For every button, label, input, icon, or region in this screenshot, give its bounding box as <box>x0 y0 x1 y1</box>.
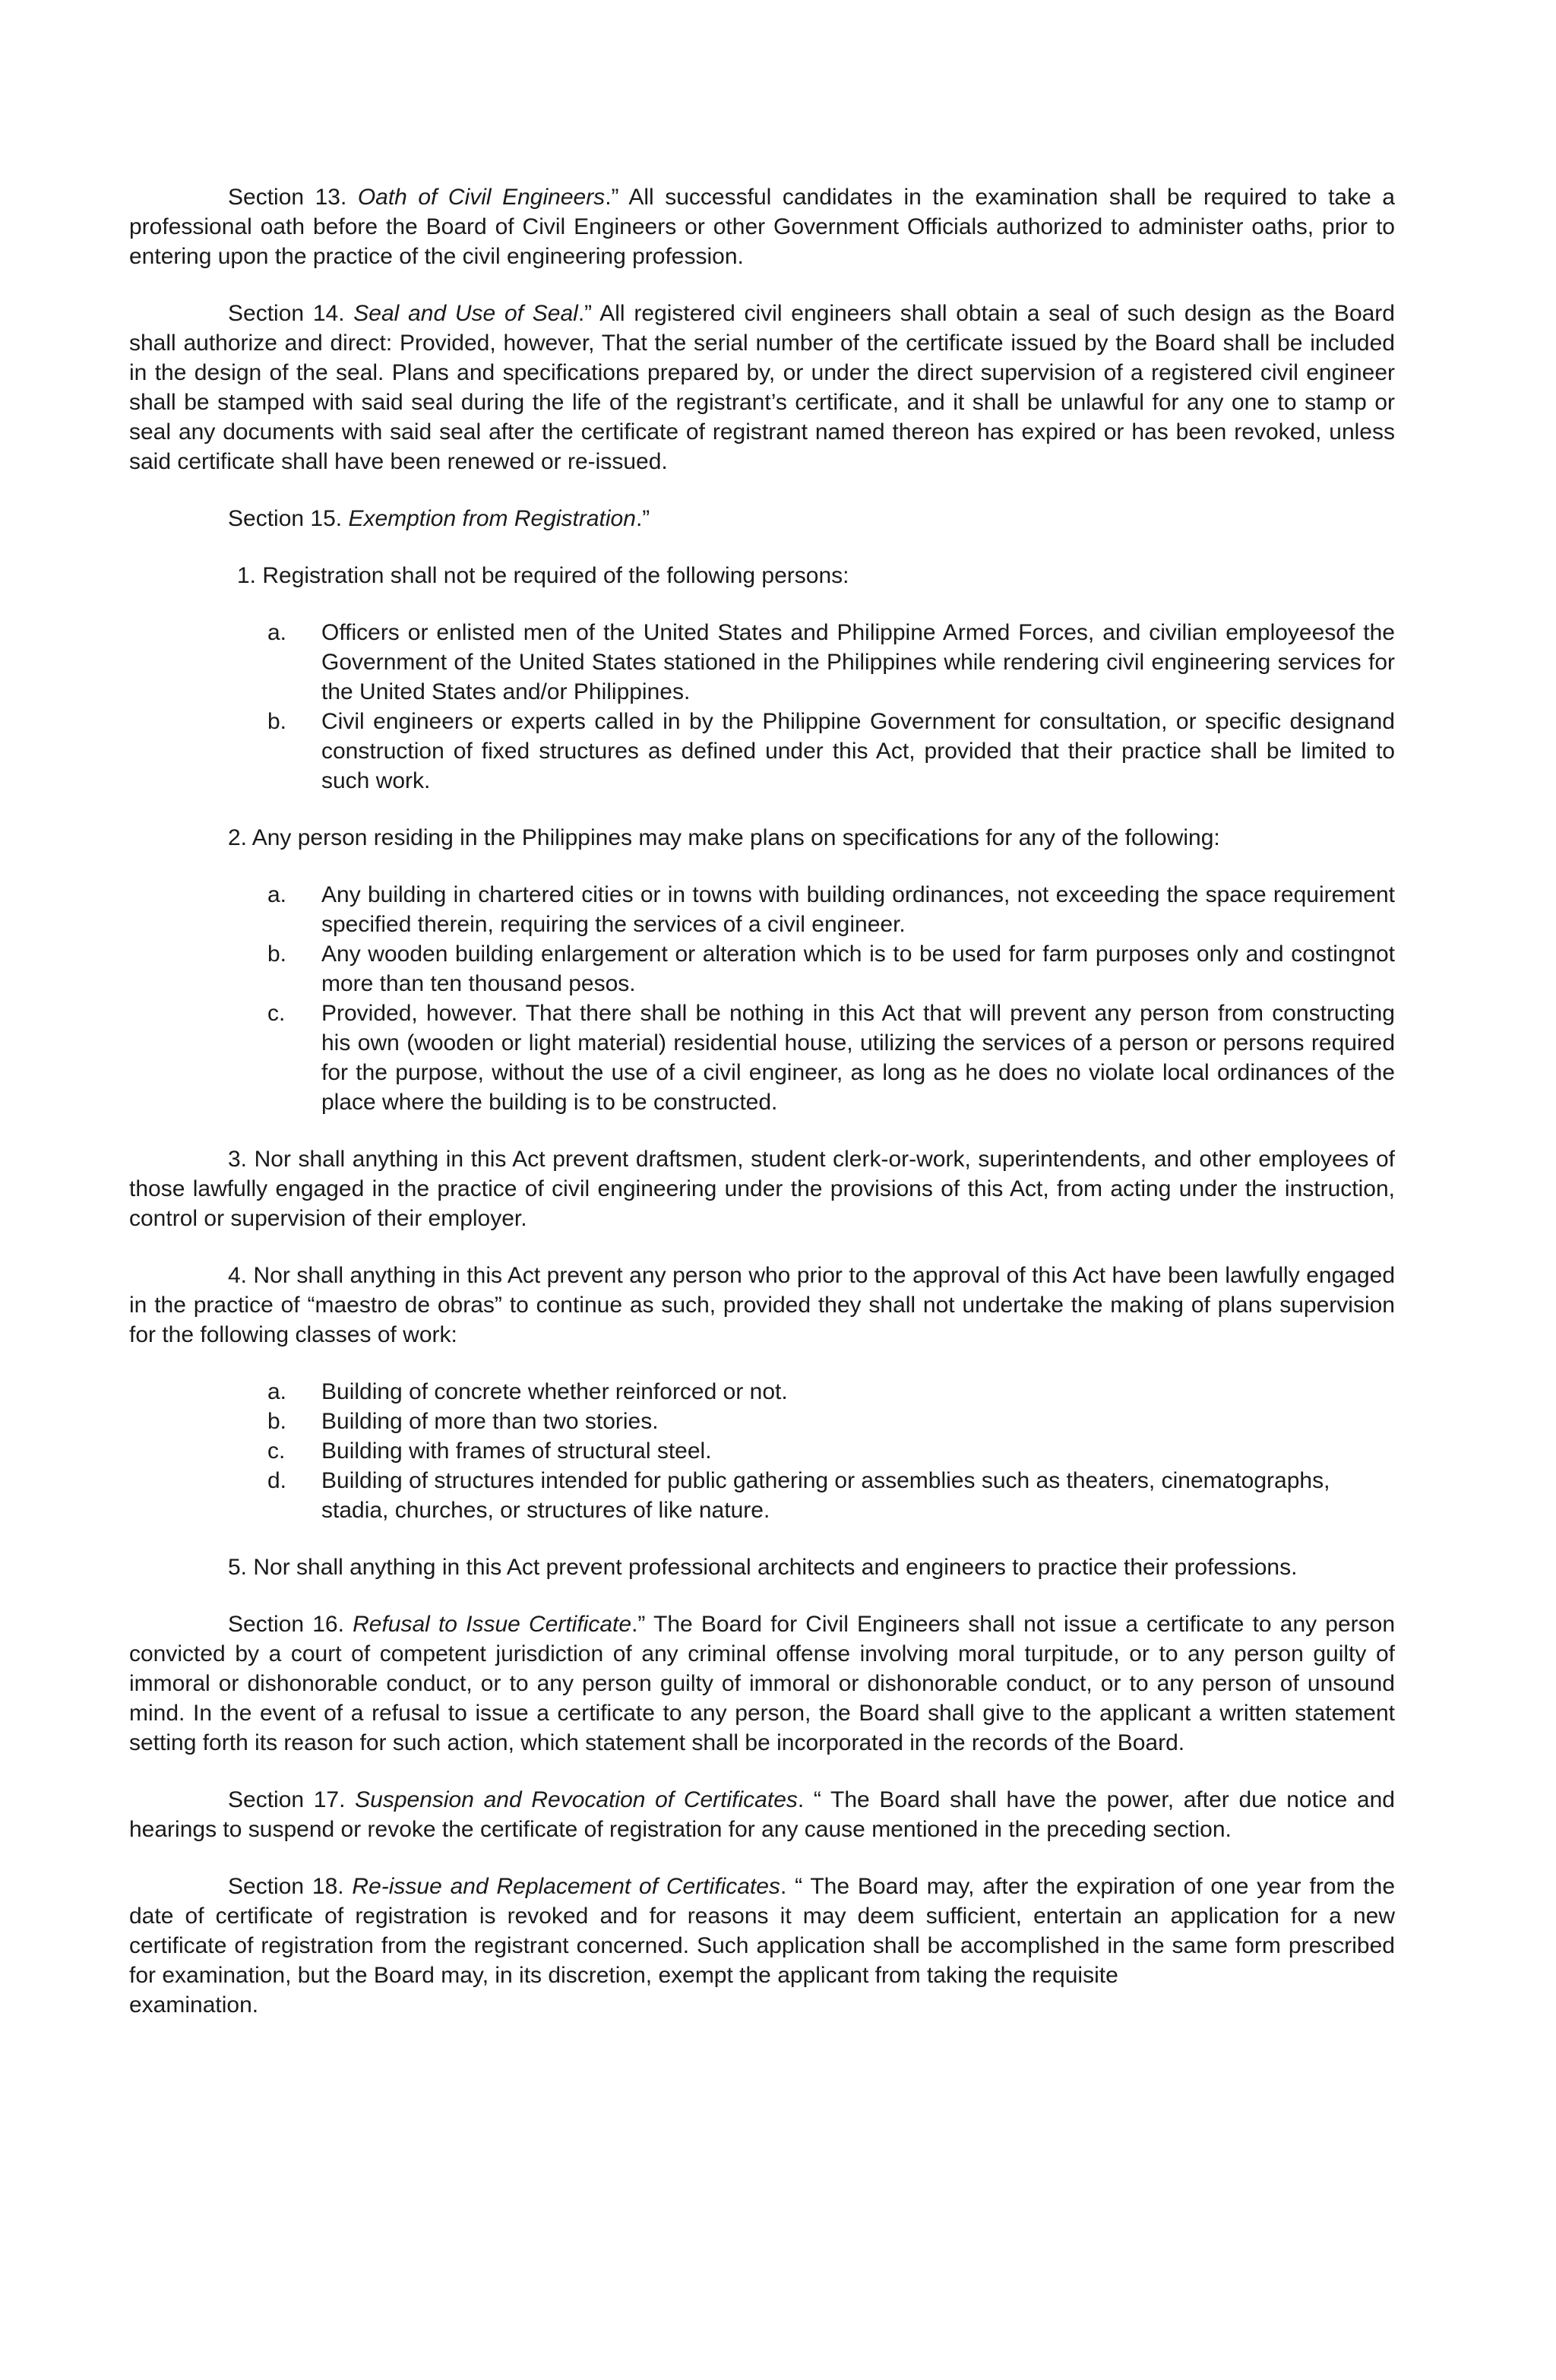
list-item-text: Civil engineers or experts called in by the Philippine Government for consultation, or specific designand construction of fixed structures as defined under this Act, provided that their practice shall be limited to such work. <box>321 709 1395 793</box>
list-item <box>129 880 1395 939</box>
section-16-body: .” The Board for Civil Engineers shall not issue a certificate to any person convicted by a court of competent jurisdiction of any criminal offense involving moral turpitude, or to any person guilty of immoral or dishonorable conduct, or to any person guilty of immoral or dishonorable conduct, or to any person of unsound mind. In the event of a refusal to issue a certificate to any person, the Board shall give to the applicant a written statement setting forth its reason for such action, which statement shall be incorporated in the records of the Board. <box>129 1612 1396 1755</box>
exemption-item-1: 1. Registration shall not be required of the following persons: <box>237 563 849 588</box>
exemption-item-5: 5. Nor shall anything in this Act prevent professional architects and engineers to practice their professions. <box>228 1555 1298 1580</box>
section-13-title: Oath of Civil Engineers <box>357 185 606 210</box>
section-13 <box>129 182 1395 271</box>
section-17-lead: Section 17. <box>228 1787 356 1812</box>
section-18-title: Re-issue and Replacement of Certificates <box>352 1874 780 1899</box>
list-marker: b. <box>267 1409 287 1434</box>
section-14 <box>129 299 1395 476</box>
list-marker: c. <box>267 1438 286 1464</box>
section-18 <box>129 1872 1395 1990</box>
exemption-item-4-list <box>129 1377 1395 1525</box>
list-item-text: Any building in chartered cities or in towns with building ordinances, not exceeding the space requirement specified therein, requiring the services of a civil engineer. <box>321 882 1395 937</box>
section-17-title: Suspension and Revocation of Certificates <box>355 1787 798 1812</box>
section-18-tail: examination. <box>129 1992 259 2018</box>
section-13-lead: Section 13. <box>228 185 358 210</box>
section-18-body: . “ The Board may, after the expiration of one year from the date of certificate of registration is revoked and for reasons it may deem sufficient, entertain an application for a new certificate of registration from the registrant concerned. Such application shall be accomplished in the same form prescribed for examination, but the Board may, in its discretion, exempt the applicant from taking the requisite <box>129 1874 1396 1988</box>
exemption-item-4: 4. Nor shall anything in this Act prevent any person who prior to the approval of this Act have been lawfully engaged in the practice of “maestro de obras” to continue as such, provided they shall not undertake the making of plans supervision for the following classes of work: <box>129 1263 1395 1347</box>
section-14-lead: Section 14. <box>228 301 354 326</box>
exemption-item-2-list <box>129 880 1395 1117</box>
exemption-item-2: 2. Any person residing in the Philippines may make plans on specifications for any of the following: <box>228 825 1220 850</box>
list-item-text: Any wooden building enlargement or alteration which is to be used for farm purposes only and costingnot more than ten thousand pesos. <box>321 942 1395 996</box>
list-item-text: Building with frames of structural steel. <box>321 1438 712 1464</box>
section-13-body: .” All successful candidates in the examination shall be required to take a professional oath before the Board of Civil Engineers or other Government Officials authorized to administer oaths, prior to entering upon the practice of the civil engineering profession. <box>129 185 1395 269</box>
list-item-text: Provided, however. That there shall be nothing in this Act that will prevent any person from constructing his own (wooden or light material) residential house, utilizing the services of a person or persons required for the purpose, without the use of a civil engineer, as long as he does no violate local ordinances of the place where the building is to be constructed. <box>321 1001 1395 1115</box>
list-item-text: Building of more than two stories. <box>321 1409 659 1434</box>
list-marker: a. <box>267 882 287 907</box>
list-item <box>129 1377 1395 1407</box>
section-16-title: Refusal to Issue Certificate <box>353 1612 632 1637</box>
list-item-text: Building of structures intended for public gathering or assemblies such as theaters, cinematographs, stadia, churches, or structures of like nature. <box>321 1468 1330 1523</box>
list-item-text: Officers or enlisted men of the United States and Philippine Armed Forces, and civilian employeesof the Government of the United States stationed in the Philippines while rendering civil engineering services for the United States and/or Philippines. <box>321 620 1395 704</box>
list-item <box>129 707 1395 796</box>
list-item-text: Building of concrete whether reinforced or not. <box>321 1379 788 1404</box>
section-17 <box>129 1785 1395 1844</box>
section-14-body: .” All registered civil engineers shall obtain a seal of such design as the Board shall authorize and direct: Provided, however, That the serial number of the certificate issued by the Board shall be included in the design of the seal. Plans and specifications prepared by, or under the direct supervision of a registered civil engineer shall be stamped with said seal during the life of the registrant’s certificate, and it shall be unlawful for any one to stamp or seal any documents with said seal after the certificate of registrant named thereon has expired or has been revoked, unless said certificate shall have been renewed or re-issued. <box>129 301 1395 474</box>
list-marker: d. <box>267 1468 287 1493</box>
list-item <box>129 1466 1395 1525</box>
list-item <box>129 939 1395 999</box>
list-item <box>129 1436 1395 1466</box>
section-15 <box>129 504 1395 533</box>
exemption-item-1-list <box>129 618 1395 796</box>
section-17-body: . “ The Board shall have the power, after due notice and hearings to suspend or revoke the certificate of registration for any cause mentioned in the preceding section. <box>129 1787 1395 1842</box>
list-marker: b. <box>267 709 287 734</box>
list-marker: a. <box>267 1379 287 1404</box>
list-marker: b. <box>267 942 287 967</box>
section-18-lead: Section 18. <box>228 1874 353 1899</box>
list-item <box>129 1407 1395 1436</box>
list-item <box>129 999 1395 1117</box>
list-marker: a. <box>267 620 287 645</box>
exemption-item-3: 3. Nor shall anything in this Act prevent draftsmen, student clerk-or-work, superintendents, and other employees of those lawfully engaged in the practice of civil engineering under the provisions of this Act, from acting under the instruction, control or supervision of their employer. <box>129 1147 1395 1231</box>
section-16 <box>129 1609 1395 1758</box>
section-15-title: Exemption from Registration <box>348 506 636 531</box>
list-marker: c. <box>267 1001 286 1026</box>
section-15-body: .” <box>635 506 650 531</box>
section-16-lead: Section 16. <box>228 1612 353 1637</box>
section-15-lead: Section 15. <box>228 506 349 531</box>
section-14-title: Seal and Use of Seal <box>353 301 578 326</box>
list-item <box>129 618 1395 707</box>
